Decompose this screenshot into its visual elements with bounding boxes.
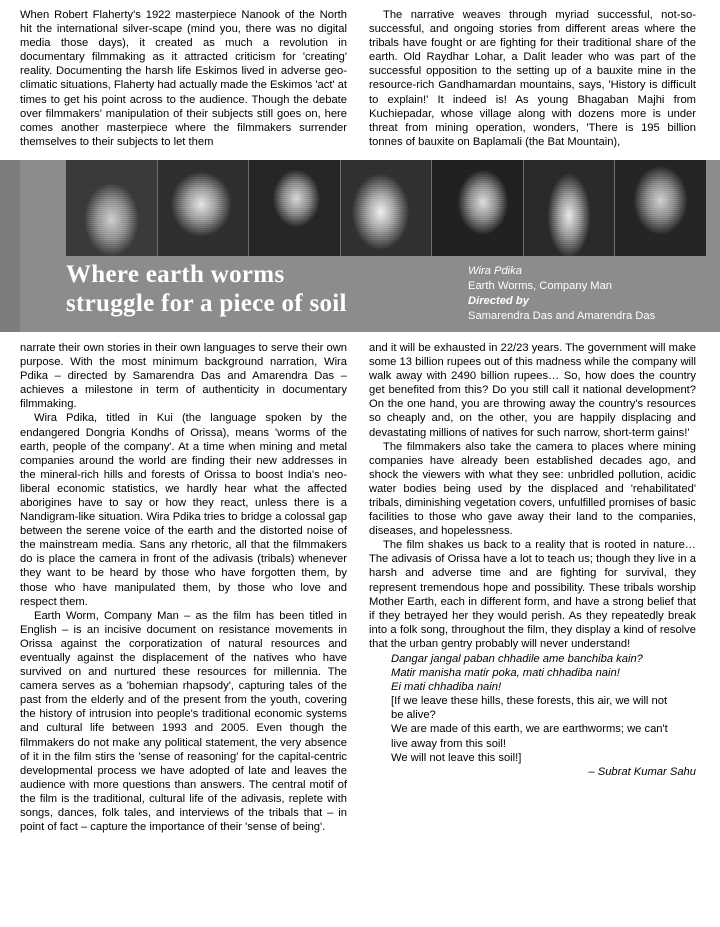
photo-thumbnail	[432, 160, 524, 256]
verse-translation-line: [If we leave these hills, these forests, this air, we will not	[391, 695, 668, 708]
director-names: Samarendra Das and Amarendra Das	[468, 309, 656, 322]
intro-paragraph-left: When Robert Flaherty's 1922 masterpiece Nanook of the North hit the international silver-scape (mind you, there was no digital media those days), it created as much a revolution in documentary filmmaking as it attracted criticism for 'creating' reality. Documenting the harsh life Eskimos lived in adverse geo-climatic situations, Flaherty had actually made the Eskimos 'act' at times to get his point across to the audience. Though the debate over filmmakers' manipulation of their subjects still goes on, here comes another masterpiece where the filmmakers surrender themselves to their subjects to let them	[20, 9, 347, 148]
headline-line-2: struggle for a piece of soil	[66, 289, 347, 317]
photo-thumbnail	[66, 160, 158, 256]
folk-song-quote	[391, 652, 696, 765]
intro-columns	[20, 8, 706, 149]
body-paragraph: and it will be exhausted in 22/23 years. The government will make some 13 billion rupees out of this madness while the company will walk away with 2490 billion rupees… So, how does the country get benefited from this? Do you still call it national development? On the one hand, you are throwing away the country's resources so cheaply and, on the other, you are happily displacing and devastating millions of natives for such narrow, short-term gains!'	[369, 341, 696, 439]
verse-translation-line: We are made of this earth, we are earthworms; we can't	[391, 723, 668, 736]
film-subtitle: Earth Worms, Company Man	[468, 279, 613, 292]
verse-line: Dangar jangal paban chhadile ame banchiba kain?	[391, 653, 643, 665]
intro-column-right	[369, 8, 696, 149]
body-column-left	[20, 341, 347, 834]
feature-banner	[0, 160, 720, 332]
author-byline: – Subrat Kumar Sahu	[588, 765, 696, 778]
film-title: Wira Pdika	[468, 264, 522, 277]
film-grain-overlay	[249, 160, 340, 256]
feature-headline	[66, 260, 426, 318]
photo-thumbnail	[158, 160, 250, 256]
body-paragraph: narrate their own stories in their own languages to serve their own purpose. With the most minimum background narration, Wira Pdika – directed by Samarendra Das and Amarendra Das – achieves a milestone in term of authenticity in documentary filmmaking.	[20, 341, 347, 411]
directed-by-label: Directed by	[468, 294, 529, 307]
body-paragraph: The filmmakers also take the camera to places where mining companies have already been established decades ago, and shock the viewers with what they see: unbridled pollution, acidic water bodies being used by the displaced and 'rehabilitated' tribals, diminishing vegetation covers, unfulfilled promises of basic facilities to those who gave away their land to the companies, diseases, and hopelessness.	[369, 440, 696, 538]
film-grain-overlay	[524, 160, 615, 256]
body-columns	[20, 341, 706, 834]
body-paragraph: Earth Worm, Company Man – as the film has been titled in English – is an incisive document on resistance movements in Orissa against the corporatization of natural resources and eventually against the displacement of the natives who have survived on and nurtured these resources for millennia. The camera serves as a 'bohemian rhapsody', capturing tales of the past from the elderly and of the present from the youth, covering the history of intrusion into people's traditional economic systems and cultural life between 1993 and 2005. Even though the filmmakers do not make any political statement, the very absence of it in the film stirs the 'sense of reasoning' for the capital-centric developmental process we have adopted of late and leaves the audience with more questions than answers. The central motif of the film is the traditional, cultural life of the adivasis, replete with songs, dances, folk tales, and interviews of the tribals that – in point of fact – capture the importance of their 'sense of being'.	[20, 609, 347, 834]
body-paragraph: The film shakes us back to a reality that is rooted in nature… The adivasis of Orissa have a lot to teach us; though they live in a harsh and adverse time and are fighting for survival, they represent tremendous hope and possibility. These tribals worship Mother Earth, each in different form, and have a strong belief that if they betrayed her they would perish. As they repeatedly break into a folk song, throughout the film, they display a kind of resolve that the urban gentry probably will never understand!	[369, 539, 696, 650]
photo-thumbnail	[615, 160, 706, 256]
film-grain-overlay	[341, 160, 432, 256]
photo-strip	[66, 160, 706, 256]
photo-thumbnail	[524, 160, 616, 256]
intro-paragraph-right: The narrative weaves through myriad successful, not-so-successful, and ongoing stories from different areas where the tribals have fought or are fighting for their traditional share of the earth. Old Raydhar Lohar, a Dalit leader who was part of the successful opposition to the setting up of a bauxite mine in the resource-rich Gandhamardan mountains, says, 'History is difficult to explain!' It indeed is! As young Bhagaban Majhi from Kuchiepadar, whose village along with dozens more is under threat from mining operation, wonders, 'There is 195 billion tonnes of bauxite on Baplamali (the Bat Mountain),	[369, 9, 696, 148]
photo-thumbnail	[341, 160, 433, 256]
film-credits	[468, 264, 708, 324]
photo-thumbnail	[249, 160, 341, 256]
body-paragraph: Wira Pdika, titled in Kui (the language spoken by the endangered Dongria Kondhs of Orissa), means 'worms of the earth, people of the company'. At a time when mining and metal companies around the world are finding their new addresses in the mineral-rich hills and forests of Orissa to boost India's neo-liberal economic statistics, we hardly hear what the affected aborigines have to say or how they react, unless there is a Nandigram-like situation. Wira Pdika tries to bridge a colossal gap between the serene voice of the earth and the distorted noise of the mainstream media. Sans any rhetoric, all that the filmmakers do is place the camera in front of the adivasis (tribals) whenever they want to be heard by those who have forgotten them, by those who have manipulated them, by those who love and respect them.	[20, 412, 347, 608]
film-grain-overlay	[432, 160, 523, 256]
banner-side-bar	[0, 160, 20, 332]
body-column-right	[369, 341, 696, 778]
verse-translation-line: be alive?	[391, 709, 436, 722]
verse-line: Ei mati chhadiba nain!	[391, 681, 502, 694]
verse-line: Matir manisha matir poka, mati chhadiba nain!	[391, 667, 620, 680]
film-grain-overlay	[158, 160, 249, 256]
intro-column-left	[20, 8, 347, 149]
headline-line-1: Where earth worms	[66, 260, 285, 288]
film-grain-overlay	[615, 160, 706, 256]
verse-translation-line: live away from this soil!	[391, 737, 507, 750]
film-grain-overlay	[66, 160, 157, 256]
verse-translation-line: We will not leave this soil!]	[391, 751, 522, 764]
